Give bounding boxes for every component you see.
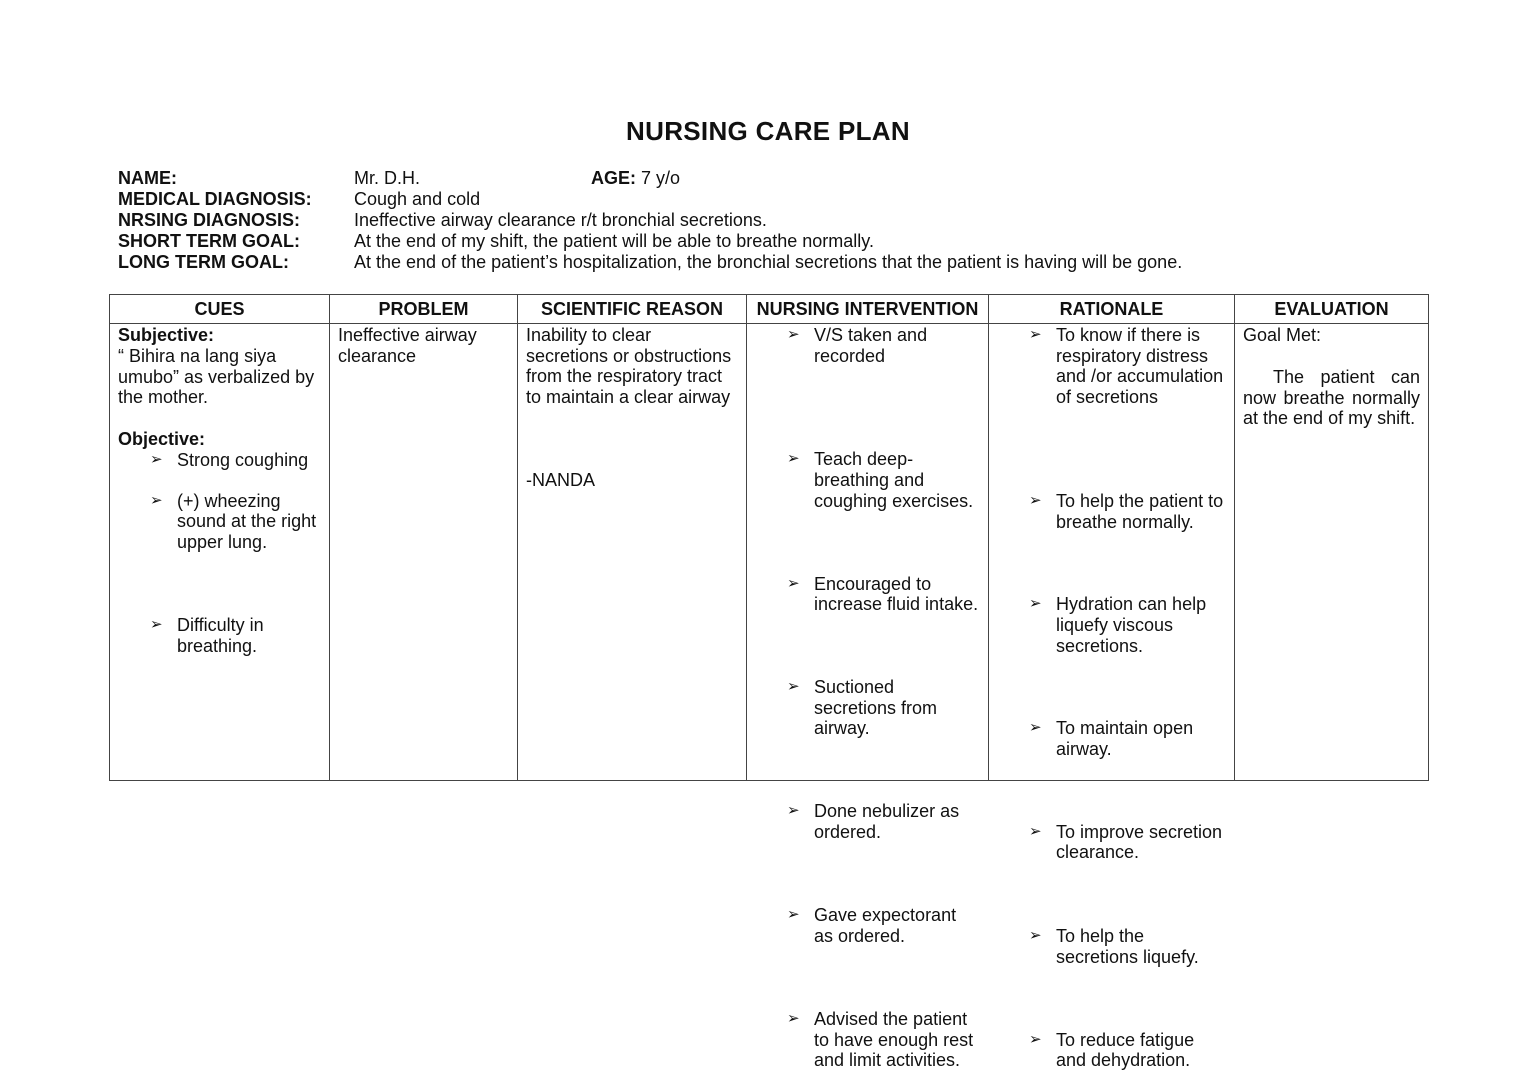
age-field (591, 168, 680, 189)
problem-cell (330, 324, 518, 781)
bullet-arrow-icon: ➢ (150, 615, 163, 633)
list-item (755, 574, 980, 615)
objective-item: (+) wheezing sound at the right upper lung. (177, 490, 317, 553)
header-rationale: RATIONALE (989, 295, 1235, 324)
header-cues: CUES (110, 295, 330, 324)
bullet-arrow-icon: ➢ (787, 1009, 800, 1027)
rationale-cell (989, 324, 1235, 1071)
list-item (997, 822, 1226, 863)
rationale-text: To maintain open airway. (1056, 718, 1194, 760)
evaluation-text: The patient can now breathe normally at the end of my shift. (1243, 367, 1420, 429)
bullet-arrow-icon: ➢ (787, 326, 800, 343)
list-item (118, 450, 321, 471)
intervention-text: Gave expectorant as ordered. (814, 905, 957, 947)
page-title: NURSING CARE PLAN (626, 116, 910, 146)
scientific-reason-text: Inability to clear secretions or obstructions from the respiratory tract to maintain a clear airway (526, 325, 732, 408)
list-item (755, 677, 980, 739)
bullet-arrow-icon: ➢ (150, 451, 163, 468)
intervention-text: Teach deep-breathing and coughing exercises. (814, 449, 974, 511)
bullet-arrow-icon: ➢ (1029, 491, 1042, 509)
objective-item: Strong coughing (177, 450, 309, 470)
subjective-text: “ Bihira na lang siya umubo” as verbalized by the mother. (118, 346, 315, 408)
scientific-reason-cell (518, 324, 747, 781)
intervention-text: V/S taken and recorded (814, 325, 928, 366)
subjective-label: Subjective: (118, 325, 215, 345)
care-plan-table (109, 294, 1429, 1071)
list-item (755, 449, 980, 511)
medical-diagnosis-label: MEDICAL DIAGNOSIS: (118, 189, 312, 209)
list-item (755, 1009, 980, 1071)
header-evaluation: EVALUATION (1235, 295, 1429, 324)
cues-cell (110, 324, 330, 781)
list-item (755, 801, 980, 842)
nursing-diagnosis-value: Ineffective airway clearance r/t bronchial secretions. (354, 210, 767, 230)
list-item (997, 1030, 1226, 1071)
short-term-goal-label: SHORT TERM GOAL: (118, 231, 300, 251)
intervention-text: Suctioned secretions from airway. (814, 676, 938, 739)
header-nursing-intervention: NURSING INTERVENTION (747, 295, 989, 324)
bullet-arrow-icon: ➢ (787, 802, 800, 820)
header-problem: PROBLEM (330, 295, 518, 324)
nursing-diagnosis-label: NRSING DIAGNOSIS: (118, 210, 301, 230)
long-term-goal-label: LONG TERM GOAL: (118, 252, 289, 272)
rationale-text: To help the patient to breathe normally. (1056, 490, 1224, 532)
bullet-arrow-icon: ➢ (787, 677, 800, 695)
list-item (997, 491, 1226, 532)
bullet-arrow-icon: ➢ (150, 491, 163, 509)
list-item (118, 491, 321, 553)
name-value: Mr. D.H. (354, 168, 420, 188)
list-item (997, 718, 1226, 759)
objective-label: Objective: (118, 429, 206, 449)
rationale-text: To help the secretions liquefy. (1056, 926, 1199, 967)
bullet-arrow-icon: ➢ (1029, 719, 1042, 737)
bullet-arrow-icon: ➢ (1029, 822, 1042, 840)
bullet-arrow-icon: ➢ (787, 450, 800, 468)
bullet-arrow-icon: ➢ (787, 574, 800, 592)
name-label: NAME: (118, 168, 177, 188)
table-row (110, 324, 1429, 781)
list-item (997, 594, 1226, 656)
medical-diagnosis-value: Cough and cold (354, 189, 481, 209)
intervention-text: Done nebulizer as ordered. (814, 801, 960, 842)
bullet-arrow-icon: ➢ (1029, 595, 1042, 613)
bullet-arrow-icon: ➢ (1029, 927, 1042, 945)
list-item (755, 325, 980, 366)
long-term-goal-value: At the end of the patient’s hospitalization, the bronchial secretions that the patient is having will be gone. (354, 252, 1183, 272)
rationale-text: Hydration can help liquefy viscous secretions. (1056, 594, 1207, 656)
table-header-row (110, 295, 1429, 324)
evaluation-label: Goal Met: (1243, 325, 1322, 345)
short-term-goal-value: At the end of my shift, the patient will be able to breathe normally. (354, 231, 874, 251)
list-item (997, 325, 1226, 408)
list-item (997, 926, 1226, 967)
problem-text: Ineffective airway clearance (338, 325, 477, 366)
bullet-arrow-icon: ➢ (787, 906, 800, 924)
bullet-arrow-icon: ➢ (1029, 1030, 1042, 1048)
evaluation-cell (1235, 324, 1429, 781)
list-item (755, 905, 980, 946)
header-scientific-reason: SCIENTIFIC REASON (518, 295, 747, 324)
scientific-source: -NANDA (526, 470, 596, 490)
nursing-intervention-cell (747, 324, 989, 1071)
rationale-text: To improve secretion clearance. (1056, 821, 1223, 863)
intervention-text: Advised the patient to have enough rest and limit activities. (814, 1008, 974, 1071)
list-item (118, 615, 321, 656)
rationale-text: To reduce fatigue and dehydration. (1056, 1029, 1195, 1071)
bullet-arrow-icon: ➢ (1029, 326, 1042, 343)
objective-item: Difficulty in breathing. (177, 614, 264, 656)
age-value: 7 y/o (636, 168, 681, 188)
rationale-text: To know if there is respiratory distress and /or accumulation of secretions (1056, 325, 1224, 408)
intervention-text: Encouraged to increase fluid intake. (814, 573, 979, 615)
age-label: AGE: (591, 168, 636, 188)
